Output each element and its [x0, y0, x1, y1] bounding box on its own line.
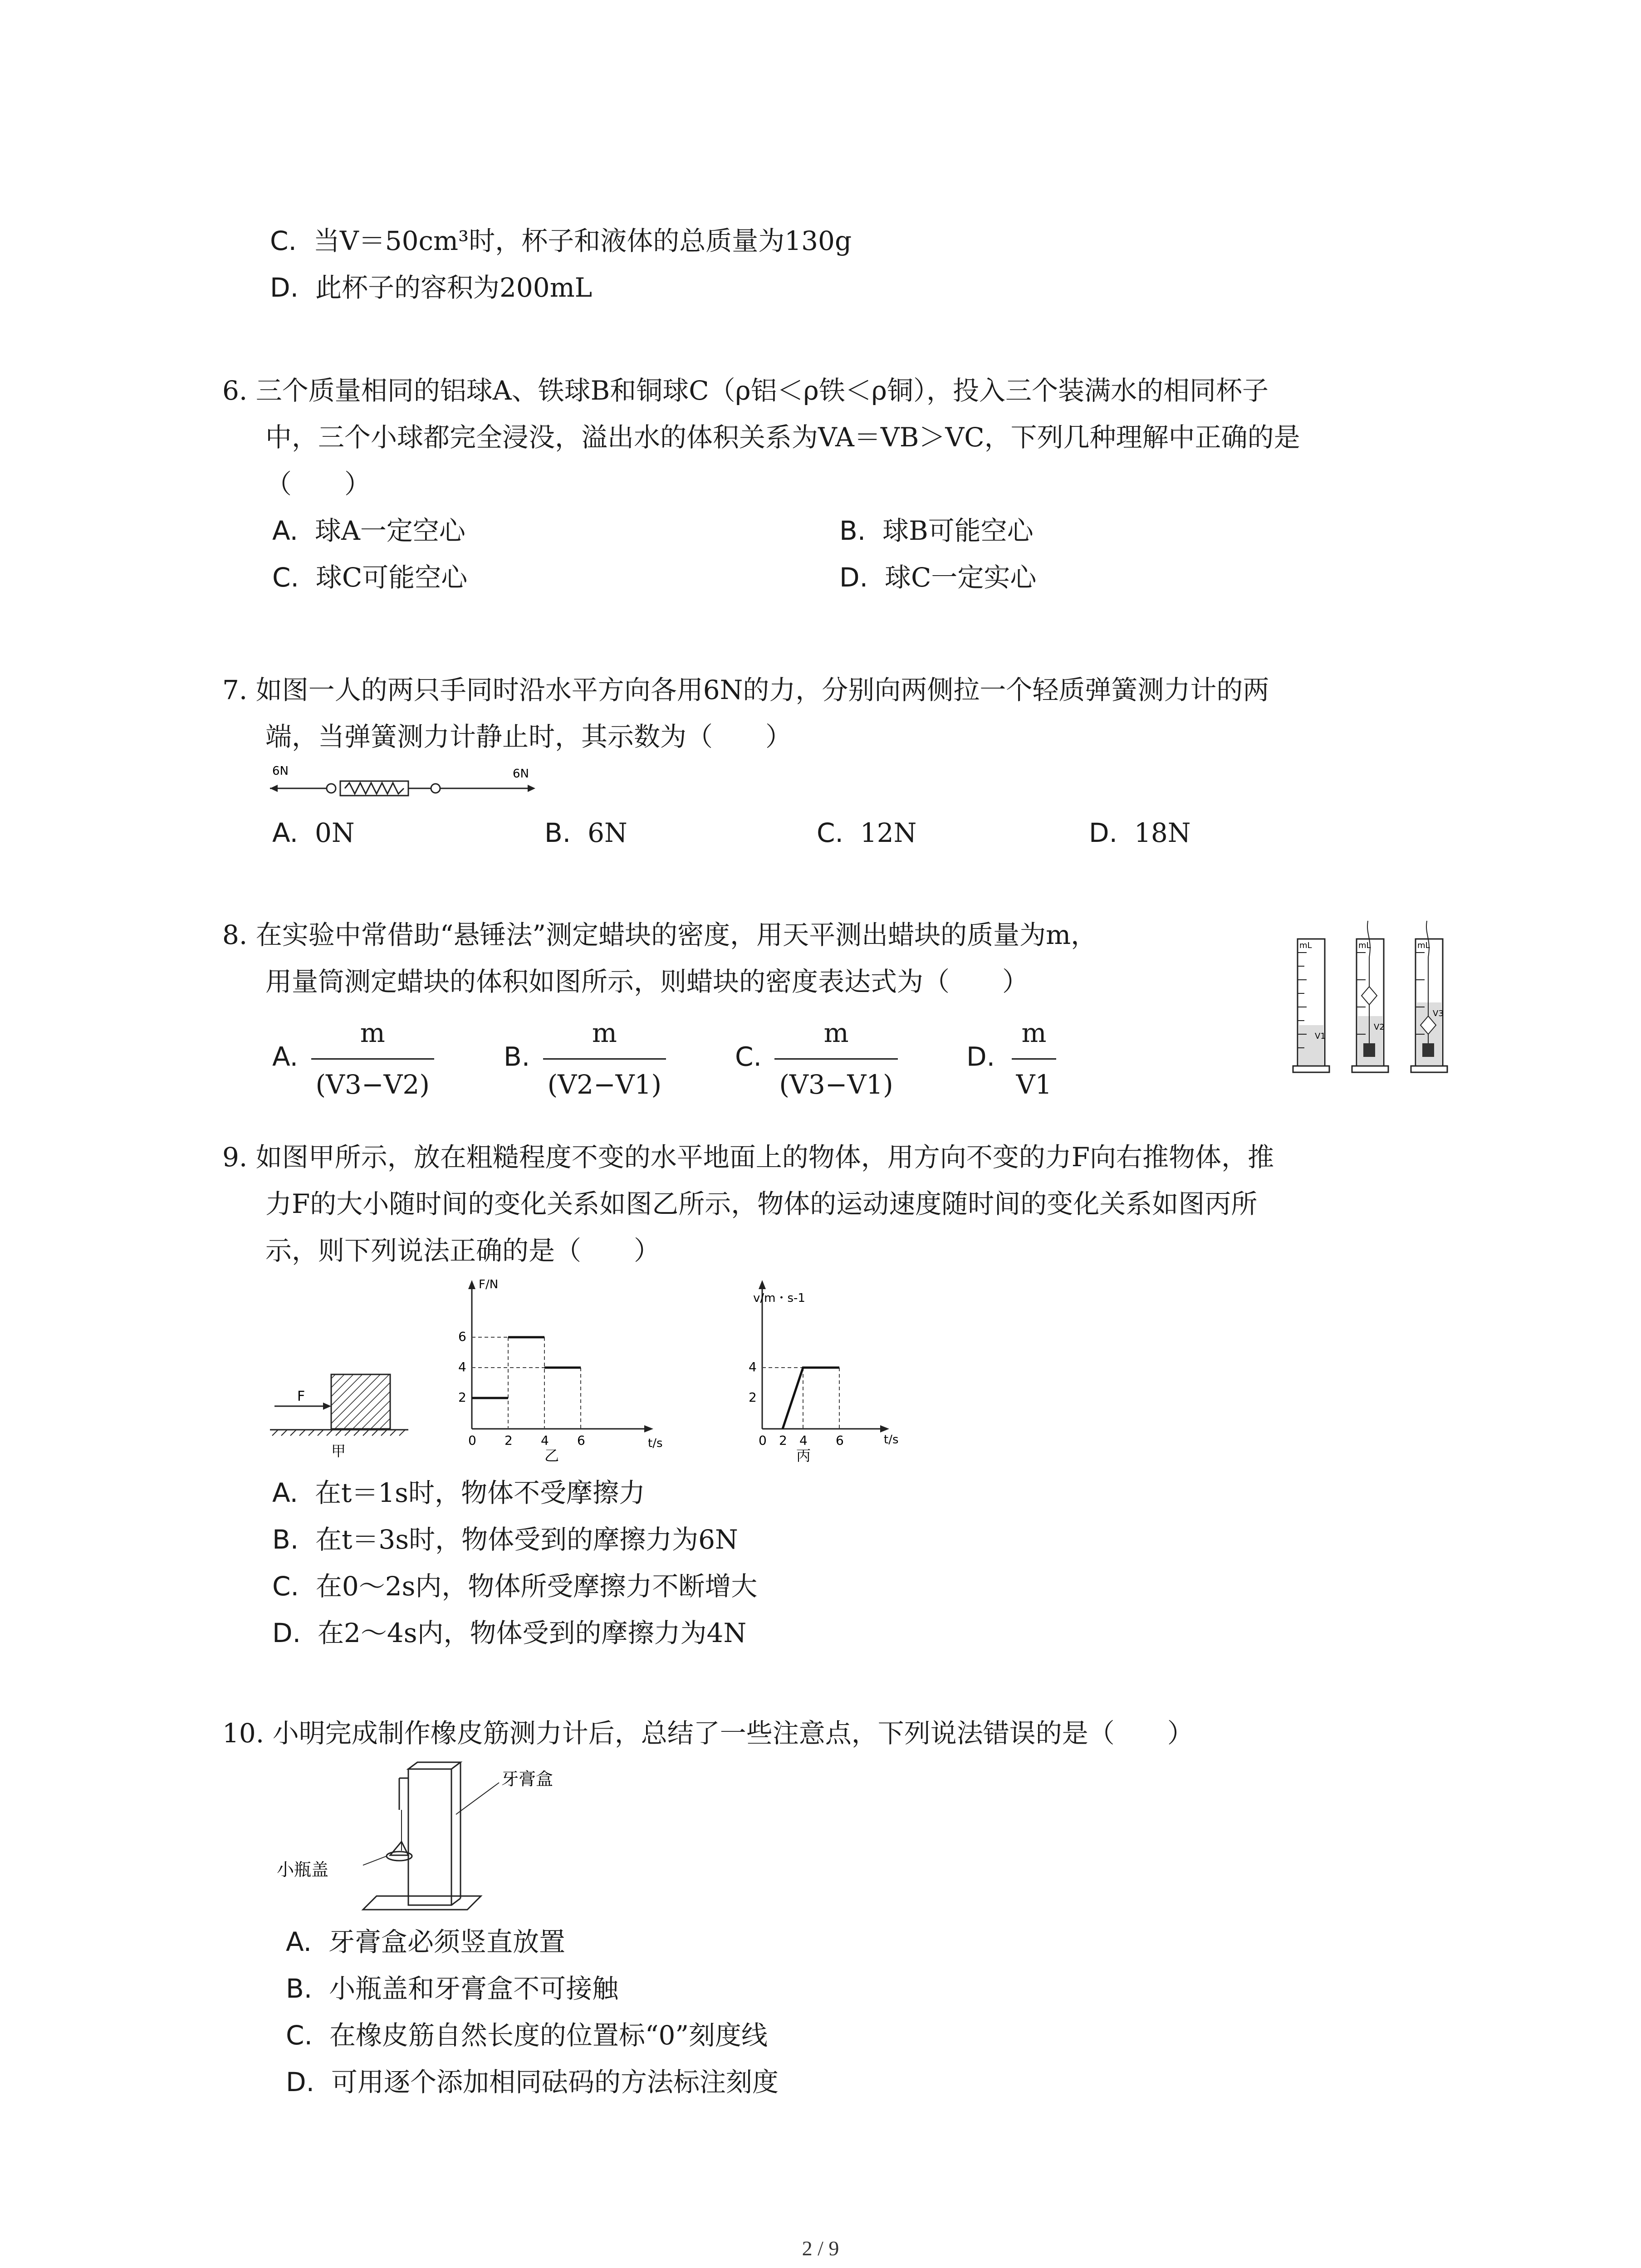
q9-stem-line2: 力F的大小随时间的变化关系如图乙所示，物体的运动速度随时间的变化关系如图丙所: [265, 1188, 1258, 1219]
cylinder-1-label: V1: [1315, 1031, 1326, 1041]
q10-stem: 10. 小明完成制作橡皮筋测力计后，总结了一些注意点，下列说法错误的是（ ）: [222, 1718, 1194, 1749]
yi-ytick-4: 4: [458, 1359, 466, 1374]
q7-option-c: C. 12N: [817, 817, 917, 848]
question-9: [222, 1134, 1447, 1274]
q8-stem-line2: 用量筒测定蜡块的体积如图所示，则蜡块的密度表达式为（ ）: [265, 966, 1029, 997]
bing-ytick-4: 4: [749, 1359, 757, 1374]
yi-ytick-2: 2: [458, 1390, 466, 1405]
figure-yi-force-time: [445, 1275, 681, 1465]
q7-option-b: B. 6N: [544, 817, 627, 848]
q10-options: [222, 1919, 1447, 2106]
q6-option-d: D. 球C一定实心: [839, 562, 1037, 593]
q5-option-d: D. 此杯子的容积为200mL: [270, 272, 593, 303]
cylinder-2-unit: mL: [1358, 941, 1371, 950]
q6-option-a: A. 球A一定空心: [272, 515, 465, 546]
cylinder-3-label: V3: [1433, 1009, 1444, 1018]
q9-number: 9.: [222, 1142, 248, 1173]
caption-jia: 甲: [331, 1442, 346, 1460]
q10-number: 10.: [222, 1718, 265, 1749]
cylinder-1-unit: mL: [1299, 941, 1312, 950]
force-label: F: [297, 1388, 305, 1404]
q6-stem: 6. 三个质量相同的铝球A、铁球B和铜球C（ρ铝＜ρ铁＜ρ铜），投入三个装满水的相同杯子: [222, 375, 1269, 406]
q7-options: [222, 810, 1447, 856]
caption-yi: 乙: [544, 1447, 559, 1464]
q10-option-b: B. 小瓶盖和牙膏盒不可接触: [286, 1973, 619, 2004]
yi-xtick-2: 2: [505, 1433, 513, 1448]
q8-option-a: A. $\frac{m}{(V3-V2)}$: [272, 1010, 504, 1108]
cylinder-2: [1352, 921, 1388, 1072]
cylinder-2-label: V2: [1374, 1022, 1385, 1032]
q7-number: 7.: [222, 675, 248, 705]
question-5-tail: [222, 218, 1447, 311]
fig-right-force-label: 6N: [513, 767, 529, 781]
q9-option-c: C. 在0～2s内，物体所受摩擦力不断增大: [272, 1571, 758, 1602]
q6-option-c: C. 球C可能空心: [272, 562, 468, 593]
q7-option-d: D. 18N: [1089, 817, 1191, 848]
figure-bing-velocity-time: [735, 1275, 971, 1465]
yi-ytick-6: 6: [458, 1329, 466, 1344]
bing-xtick-0: 0: [759, 1433, 767, 1448]
q8-number: 8.: [222, 919, 248, 950]
yi-ylabel: F/N: [479, 1278, 499, 1291]
question-10: [222, 1710, 1447, 1757]
toothpaste-box-label: 牙膏盒: [501, 1769, 554, 1789]
q8-option-b: B. $\frac{m}{(V2-V1)}$: [504, 1010, 735, 1108]
bing-xtick-4: 4: [799, 1433, 808, 1448]
cylinder-1: [1293, 939, 1329, 1072]
q10-option-d: D. 可用逐个添加相同砝码的方法标注刻度: [286, 2067, 779, 2097]
q10-option-c: C. 在橡皮筋自然长度的位置标“0”刻度线: [286, 2020, 768, 2051]
q6-stem-line3: （ ）: [265, 469, 371, 499]
question-7: [222, 667, 1447, 760]
q9-options: [222, 1470, 1447, 1657]
bottle-cap-label: 小瓶盖: [277, 1860, 329, 1880]
figure-jia: [268, 1361, 413, 1465]
q8-option-d: D. $\frac{m}{V1}$: [966, 1010, 1102, 1108]
q9-option-d: D. 在2～4s内，物体受到的摩擦力为4N: [272, 1618, 747, 1648]
question-8: [222, 912, 1288, 1108]
q9-stem-line3: 示，则下列说法正确的是（ ）: [265, 1235, 661, 1266]
question-6: [222, 367, 1447, 601]
q10-option-a: A. 牙膏盒必须竖直放置: [286, 1926, 565, 1957]
bing-ytick-2: 2: [749, 1390, 757, 1405]
cylinder-3-unit: mL: [1417, 941, 1430, 950]
yi-xtick-4: 4: [541, 1433, 549, 1448]
q7-stem: 7. 如图一人的两只手同时沿水平方向各用6N的力，分别向两侧拉一个轻质弹簧测力计的两: [222, 675, 1269, 705]
q6-number: 6.: [222, 375, 248, 406]
q9-option-a: A. 在t＝1s时，物体不受摩擦力: [272, 1477, 645, 1508]
q7-stem-line2: 端，当弹簧测力计静止时，其示数为（ ）: [265, 721, 792, 752]
page-number: 2 / 9: [802, 2237, 839, 2260]
q5-option-c: C. 当V＝50cm³时，杯子和液体的总质量为130g: [270, 225, 852, 256]
bing-xtick-2: 2: [779, 1433, 787, 1448]
bing-ylabel: v/m・s-1: [753, 1291, 805, 1305]
fig-left-force-label: 6N: [272, 764, 289, 778]
bing-xlabel: t/s: [884, 1433, 899, 1447]
q9-stem: 9. 如图甲所示，放在粗糙程度不变的水平地面上的物体，用方向不变的力F向右推物体，推: [222, 1142, 1274, 1173]
q6-stem-line2: 中，三个小球都完全浸没，溢出水的体积关系为VA＝VB＞VC，下列几种理解中正确的是: [265, 422, 1300, 453]
yi-xlabel: t/s: [648, 1437, 663, 1450]
caption-bing: 丙: [796, 1447, 811, 1464]
q8-option-c: C. $\frac{m}{(V3-V1)}$: [735, 1010, 966, 1108]
q9-option-b: B. 在t＝3s时，物体受到的摩擦力为6N: [272, 1524, 738, 1555]
q6-option-b: B. 球B可能空心: [839, 515, 1034, 546]
yi-xtick-0: 0: [468, 1433, 476, 1448]
spring-scale-figure: [268, 762, 540, 803]
rubber-band-scale-figure: [272, 1760, 590, 1914]
measuring-cylinders-figure: [1288, 912, 1461, 1080]
q7-option-a: A. 0N: [272, 817, 355, 848]
yi-xtick-6: 6: [577, 1433, 585, 1448]
bing-xtick-6: 6: [836, 1433, 844, 1448]
cylinder-3: [1411, 921, 1447, 1072]
q8-stem: 8. 在实验中常借助“悬锤法”测定蜡块的密度，用天平测出蜡块的质量为m，: [222, 919, 1097, 950]
